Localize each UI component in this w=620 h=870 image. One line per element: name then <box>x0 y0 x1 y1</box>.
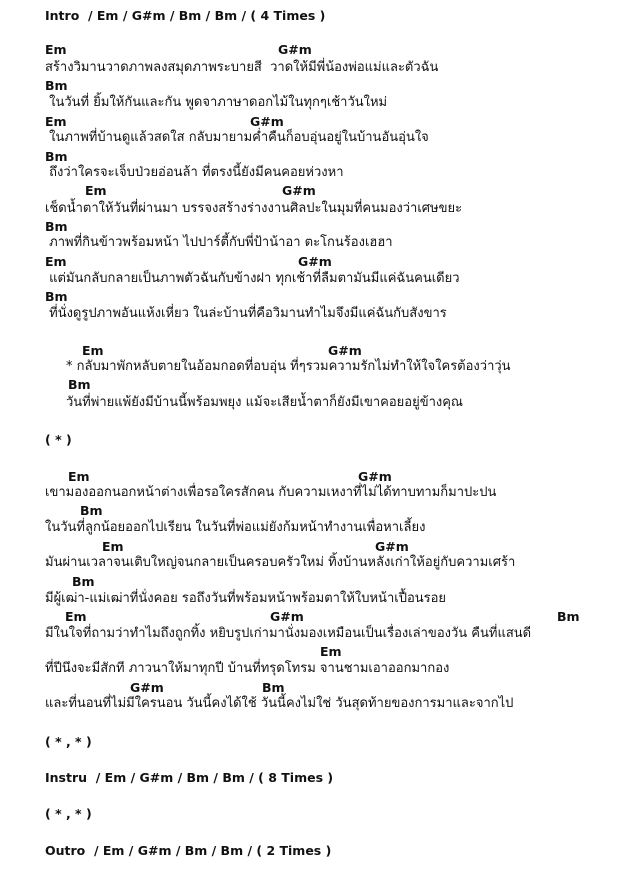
chord-label: Bm <box>72 574 95 589</box>
lyric-line: มีในใจที่ถามว่าทำไมถึงถูกทิ้ง หยิบรูปเก่ามานั่งมองเหมือนเป็นเรื่องเล่าของวัน คืนที่แสนดี <box>45 626 532 641</box>
chord-label: G#m <box>298 254 332 269</box>
lyric-line: * กลับมาพักหลับตายในอ้อมกอดที่อบอุ่น ที่ๆรวมความรักไม่ทำให้ใจใครต้องว่าวุ่น <box>66 359 511 374</box>
chord-label: Em <box>45 42 67 57</box>
lyric-line: ที่นั่งดูรูปภาพอันแห้งเหี่ยว ในล่ะบ้านที่คือวิมานทำไมจึงมีแค่ฉันกับสังขาร <box>45 306 447 321</box>
lyric-line: ในวันที่ ยิ้มให้กันและกัน พูดจาภาษาดอกไม้ในทุกๆเช้าวันใหม่ <box>45 95 388 110</box>
lyric-line: ถึงว่าใครจะเจ็บป่วยอ่อนล้า ที่ตรงนี้ยังมีคนคอยห่วงหา <box>45 165 344 180</box>
section-marker: Intro / Em / G#m / Bm / Bm / ( 4 Times ) <box>45 8 326 23</box>
section-marker: Outro / Em / G#m / Bm / Bm / ( 2 Times ) <box>45 843 332 858</box>
chord-label: G#m <box>278 42 312 57</box>
chord-label: G#m <box>358 469 392 484</box>
chord-label: Em <box>320 644 342 659</box>
lyric-line: ในภาพที่บ้านดูแล้วสดใส กลับมายามค่ำคืนก็อบอุ่นอยู่ในบ้านอันอุ่นใจ <box>45 130 429 145</box>
lyric-line: วันที่พ่ายแพ้ยังมีบ้านนี้พร้อมพยุง แม้จะเสียน้ำตาก็ยังมีเขาคอยอยู่ข้างคุณ <box>66 395 463 410</box>
chord-label: Em <box>65 609 87 624</box>
chord-label: Bm <box>262 680 285 695</box>
lyric-line: เขามองออกนอกหน้าต่างเพื่อรอใครสักคน กับความเหงาที่ไม่ได้ทาบทามก็มาปะปน <box>45 485 497 500</box>
section-marker: ( * , * ) <box>45 806 92 821</box>
chord-label: G#m <box>270 609 304 624</box>
section-marker: Instru / Em / G#m / Bm / Bm / ( 8 Times ) <box>45 770 334 785</box>
lyric-line: ในวันที่ลูกน้อยออกไปเรียน ในวันที่พ่อแม่ยังก้มหน้าทำงานเพื่อหาเลี้ยง <box>45 520 426 535</box>
chord-label: Em <box>85 183 107 198</box>
chord-label: G#m <box>282 183 316 198</box>
lyric-line: ภาพที่กินข้าวพร้อมหน้า ไปปาร์ตี้กับพี่ป้าน้าอา ตะโกนร้องเฮฮา <box>45 235 393 250</box>
chord-label: Em <box>68 469 90 484</box>
chord-label: G#m <box>250 114 284 129</box>
chord-label: Em <box>102 539 124 554</box>
section-marker: ( * ) <box>45 432 72 447</box>
chord-label: Bm <box>80 503 103 518</box>
chord-label: Bm <box>68 377 91 392</box>
chord-label: Em <box>45 114 67 129</box>
chord-label: Em <box>45 254 67 269</box>
chord-label: Em <box>82 343 104 358</box>
lyric-line: แต่มันกลับกลายเป็นภาพตัวฉันกับข้างฝา ทุกเช้าที่ลืมตามันมีแค่ฉันคนเดียว <box>45 271 460 286</box>
chord-label: Bm <box>45 219 68 234</box>
chord-label: G#m <box>328 343 362 358</box>
chord-label: Bm <box>45 289 68 304</box>
lyric-line: ที่ปีนึงจะมีสักที ภาวนาให้มาทุกปี บ้านที่ทรุดโทรม จานชามเอาออกมากอง <box>45 661 450 676</box>
lyric-line: เช็ดน้ำตาให้วันที่ผ่านมา บรรจงสร้างร่างงานศิลปะในมุมที่คนมองว่าเศษขยะ <box>45 201 463 216</box>
chord-label: G#m <box>375 539 409 554</box>
lyric-line: และที่นอนที่ไม่มีใครนอน วันนี้คงได้ใช้ วันนี้คงไม่ใช่ วันสุดท้ายของการมาและจากไป <box>45 696 514 711</box>
lyric-line: มีผู้เฒ่า-แม่เฒ่าที่นั่งคอย รอถึงวันที่พร้อมหน้าพร้อมตาให้ใบหน้าเปื้อนรอย <box>45 591 447 606</box>
chord-label: Bm <box>45 78 68 93</box>
chord-label: Bm <box>45 149 68 164</box>
section-marker: ( * , * ) <box>45 734 92 749</box>
lyric-line: สร้างวิมานวาดภาพลงสมุดภาพระบายสี วาดให้มีพี่น้องพ่อแม่และตัวฉัน <box>45 60 439 75</box>
chord-label: Bm <box>557 609 580 624</box>
lyric-line: มันผ่านเวลาจนเติบใหญ่จนกลายเป็นครอบครัวใหม่ ทิ้งบ้านหลังเก่าให้อยู่กับความเศร้า <box>45 555 516 570</box>
chord-label: G#m <box>130 680 164 695</box>
